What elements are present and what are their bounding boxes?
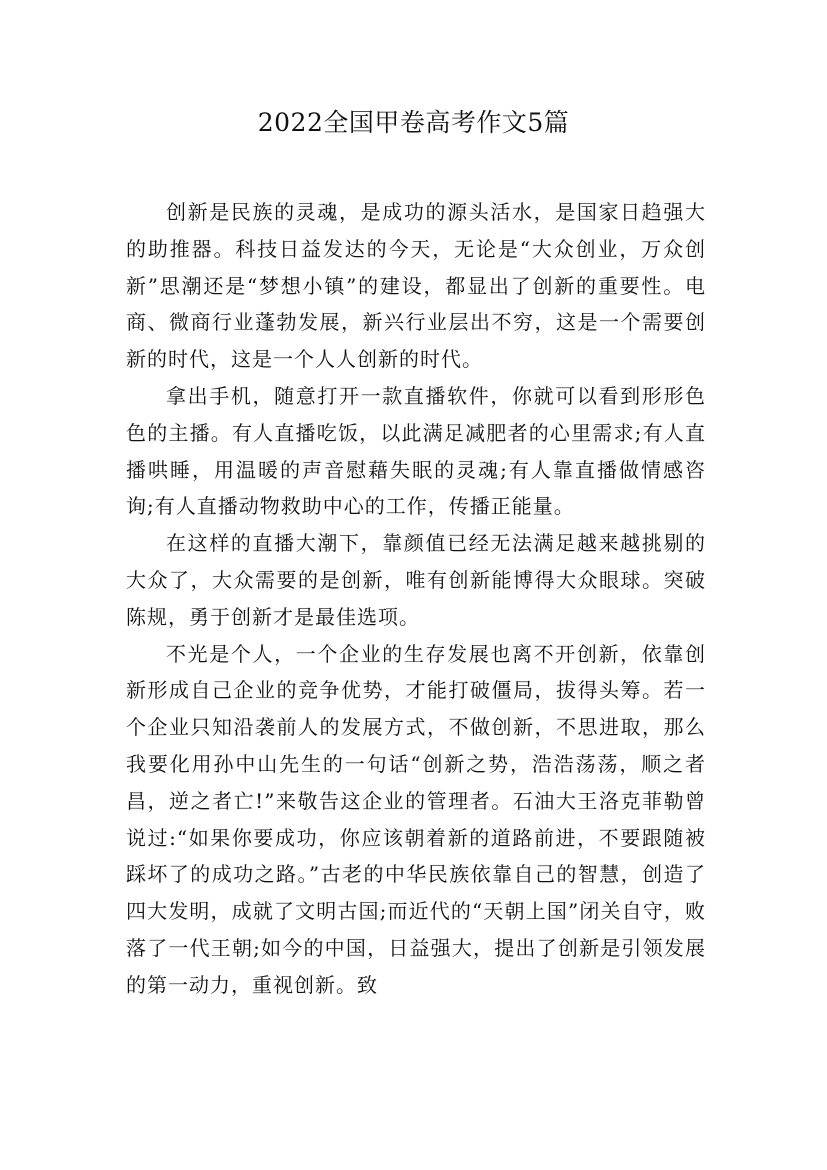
- paragraph-2: 拿出手机，随意打开一款直播软件，你就可以看到形形色色的主播。有人直播吃饭，以此满足减肥者的心里需求;有人直播哄睡，用温暖的声音慰藉失眠的灵魂;有人靠直播做情感咨询;有人直播动物救助中心的工作，传播正能量。: [126, 383, 706, 519]
- paragraph-4: 不光是个人，一个企业的生存发展也离不开创新，依靠创新形成自己企业的竞争优势，才能打破僵局，拔得头筹。若一个企业只知沿袭前人的发展方式，不做创新，不思进取，那么我要化用孙中山先生的一句话“创新之势，浩浩荡荡，顺之者昌，逆之者亡!”来敬告这企业的管理者。石油大王洛克菲勒曾说过:“如果你要成功，你应该朝着新的道路前进，不要跟随被踩坏了的成功之路。”古老的中华民族依靠自己的智慧，创造了四大发明，成就了文明古国;而近代的“天朝上国”闭关自守，败落了一代王朝;如今的中国，日益强大，提出了创新是引领发展的第一动力，重视创新。致: [126, 641, 706, 997]
- paragraph-3: 在这样的直播大潮下，靠颜值已经无法满足越来越挑剔的大众了，大众需要的是创新，唯有创新能博得大众眼球。突破陈规，勇于创新才是最佳选项。: [126, 531, 706, 629]
- document-title: 2022全国甲卷高考作文5篇: [257, 108, 570, 137]
- paragraph-1: 创新是民族的灵魂，是成功的源头活水，是国家日趋强大的助推器。科技日益发达的今天，无论是“大众创业，万众创新”思潮还是“梦想小镇”的建设，都显出了创新的重要性。电商、微商行业蓬勃发展，新兴行业层出不穷，这是一个需要创新的时代，这是一个人人创新的时代。: [126, 200, 706, 372]
- document-body: [126, 194, 706, 1004]
